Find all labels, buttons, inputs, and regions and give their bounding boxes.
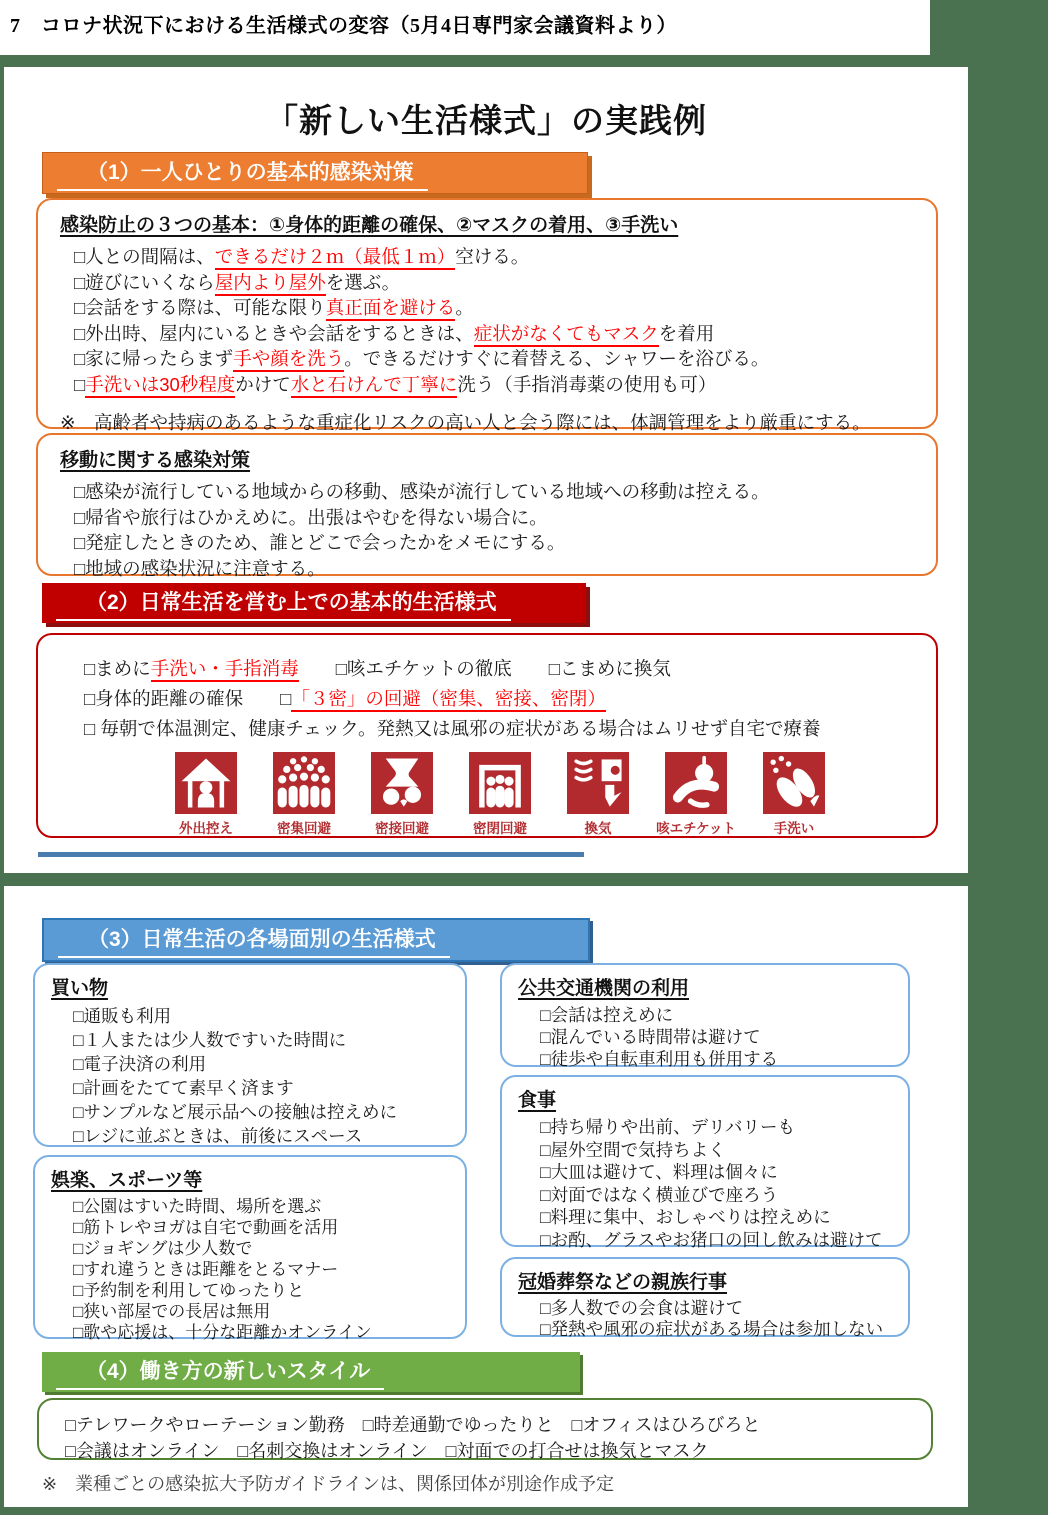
highlighted-text: 「３密」の回避（密集、密接、密閉） <box>291 688 606 712</box>
text-segment: □狭い部屋での長居は無用 <box>73 1302 271 1321</box>
text-segment: □人との間隔は、 <box>74 246 215 267</box>
checklist-item <box>73 1322 451 1343</box>
basics-checklist <box>60 244 916 397</box>
text-segment: □歌や応援は、十分な距離かオンライン <box>73 1323 372 1342</box>
section-2-label: （2）日常生活を営む上での基本的生活様式 <box>56 586 511 621</box>
highlighted-text: 真正面を避ける <box>326 297 456 321</box>
main-title: 「新しい生活様式」の実践例 <box>265 102 707 139</box>
pictogram-label: 咳エチケット <box>656 821 736 836</box>
checklist-item <box>74 530 916 556</box>
checklist-item <box>74 556 916 582</box>
basic-infection-measures-box <box>36 198 938 433</box>
text-segment: □地域の感染状況に注意する。 <box>74 557 326 579</box>
daily-lifestyle-box <box>36 633 938 838</box>
section-4-label: （4）働き方の新しいスタイル <box>56 1355 384 1390</box>
checklist-item <box>73 1100 451 1124</box>
section-4-header <box>42 1352 580 1392</box>
avoid-close-contact-pictogram <box>367 752 437 837</box>
hand-washing-pictogram <box>759 752 829 837</box>
pictogram-label: 密閉回避 <box>473 821 527 836</box>
text-segment: □料理に集中、おしゃべりは控えめに <box>540 1207 831 1227</box>
text-segment: □計画をたてて素早く済ます <box>73 1078 294 1098</box>
checklist-item <box>73 1076 451 1100</box>
text-segment: かけて <box>235 373 291 395</box>
text-segment: □遊びにいくなら <box>74 271 215 293</box>
pictogram-label: 手洗い <box>773 821 815 836</box>
checklist-item <box>74 372 916 398</box>
checklist-item <box>540 1116 894 1139</box>
travel-measures-box <box>36 433 938 579</box>
checklist-item <box>84 684 916 714</box>
text-segment: □テレワークやローテーション勤務 □時差通勤でゆったりと □オフィスはひろびろと <box>65 1415 761 1435</box>
basics-heading: 感染防止の３つの基本：①身体的距離の確保、②マスクの着用、③手洗い <box>60 215 679 236</box>
checklist-item <box>540 1048 894 1070</box>
checklist-item <box>74 479 916 505</box>
checklist-item <box>540 1026 894 1048</box>
checklist-item <box>540 1184 894 1207</box>
text-segment: □咳エチケットの徹底 □こまめに換気 <box>298 658 671 679</box>
text-segment: □会話は控えめに <box>540 1005 674 1025</box>
decorative-blue-bar <box>38 852 584 857</box>
stay-home-pictogram <box>171 752 241 837</box>
family-events-checklist <box>518 1298 894 1340</box>
pictogram-row <box>84 752 916 837</box>
cough-etiquette-icon <box>665 752 727 814</box>
avoid-closed-spaces-pictogram <box>465 752 535 837</box>
text-segment: □会話をする際は、可能な限り <box>74 297 326 318</box>
ventilation-icon <box>567 752 629 814</box>
text-segment: □ 毎朝で体温測定、健康チェック。発熱又は風邪の症状がある場合はムリせず自宅で療養 <box>84 718 821 739</box>
transport-heading: 公共交通機関の利用 <box>518 978 690 999</box>
avoid-crowds-icon <box>273 752 335 814</box>
checklist-item <box>540 1161 894 1184</box>
text-segment: □徒歩や自転車利用も併用する <box>540 1049 779 1069</box>
text-segment: □会議はオンライン □名刺交換はオンライン □対面での打合せは換気とマスク <box>65 1441 709 1461</box>
text-segment: □通販も利用 <box>73 1006 172 1026</box>
checklist-item <box>74 505 916 531</box>
text-segment: □持ち帰りや出前、デリバリーも <box>540 1117 796 1137</box>
text-segment: を着用 <box>658 322 715 344</box>
travel-heading: 移動に関する感染対策 <box>60 450 251 471</box>
slide-page-1 <box>4 67 968 873</box>
text-segment: □レジに並ぶときは、前後にスペース <box>73 1126 363 1146</box>
text-segment: □発熱や風邪の症状がある場合は参加しない <box>540 1319 884 1339</box>
text-segment: □まめに <box>84 658 151 679</box>
text-segment: □多人数での会食は避けて <box>540 1298 744 1318</box>
checklist-item <box>65 1438 915 1464</box>
text-segment: □発症したときのため、誰とどこで会ったかをメモにする。 <box>74 532 566 553</box>
text-segment: □大皿は避けて、料理は個々に <box>540 1162 778 1182</box>
meals-checklist <box>518 1116 894 1251</box>
text-segment: □屋外空間で気持ちよく <box>540 1139 726 1160</box>
basics-note: ※ 高齢者や持病のあるような重症化リスクの高い人と会う際には、体調管理をより厳重にする。 <box>60 412 871 433</box>
section-1-label: （1）一人ひとりの基本的感染対策 <box>57 156 428 191</box>
shopping-heading: 買い物 <box>51 978 109 999</box>
checklist-item <box>73 1004 451 1028</box>
text-segment: 洗う（手指消毒薬の使用も可） <box>457 373 717 395</box>
text-segment: 。 <box>455 297 474 318</box>
text-segment: □ <box>74 373 86 395</box>
checklist-item <box>73 1259 451 1280</box>
family-events-box <box>500 1257 910 1337</box>
checklist-item <box>74 270 916 296</box>
checklist-item <box>65 1412 915 1438</box>
text-segment: □すれ違うときは距離をとるマナー <box>73 1260 339 1279</box>
page-header-strip <box>0 0 930 55</box>
checklist-item <box>540 1298 894 1319</box>
section-1-header <box>42 152 588 194</box>
text-segment: □帰省や旅行はひかえめに。出張はやむを得ない場合に。 <box>74 506 548 528</box>
highlighted-text: できるだけ２ｍ（最低１ｍ） <box>215 246 456 270</box>
highlighted-text: 手洗いは30秒程度 <box>85 374 235 398</box>
public-transport-box <box>500 963 910 1067</box>
meals-box <box>500 1075 910 1250</box>
text-segment: □感染が流行している地域からの移動、感染が流行している地域への移動は控える。 <box>74 481 770 502</box>
text-segment: □サンプルなど展示品への接触は控えめに <box>73 1102 397 1122</box>
entertainment-heading: 娯楽、スポーツ等 <box>51 1170 203 1191</box>
checklist-item <box>74 244 916 270</box>
text-segment: □公園はすいた時間、場所を選ぶ <box>73 1197 322 1216</box>
slide-page-2 <box>4 886 968 1507</box>
checklist-item <box>540 1139 894 1162</box>
pictogram-label: 密接回避 <box>375 821 429 836</box>
text-segment: □電子決済の利用 <box>73 1054 207 1074</box>
checklist-item <box>540 1206 894 1229</box>
hand-washing-icon <box>763 752 825 814</box>
text-segment: □外出時、屋内にいるときや会話をするときは、 <box>74 322 474 344</box>
meals-heading: 食事 <box>518 1090 557 1111</box>
travel-checklist <box>60 479 916 581</box>
text-segment: □混んでいる時間帯は避けて <box>540 1027 761 1047</box>
highlighted-text: 屋内より屋外 <box>215 272 326 296</box>
text-segment: □身体的距離の確保 □ <box>84 688 292 709</box>
text-segment: □予約制を利用してゆったりと <box>73 1281 305 1300</box>
checklist-item <box>73 1028 451 1052</box>
checklist-item <box>84 654 916 684</box>
checklist-item <box>74 346 916 372</box>
checklist-item <box>540 1004 894 1026</box>
cough-etiquette-pictogram <box>656 752 736 837</box>
checklist-item <box>73 1217 451 1238</box>
daily-checklist <box>84 654 916 744</box>
footer-note: ※ 業種ごとの感染拡大予防ガイドラインは、関係団体が別途作成予定 <box>42 1474 614 1494</box>
checklist-item <box>74 321 916 347</box>
highlighted-text: 手や顔を洗う <box>233 348 344 372</box>
entertainment-checklist <box>51 1196 451 1343</box>
entertainment-sports-box <box>33 1155 467 1342</box>
highlighted-text: 症状がなくてもマスク <box>474 323 659 347</box>
ventilation-pictogram <box>563 752 633 837</box>
avoid-crowds-pictogram <box>269 752 339 837</box>
page-title: 7 コロナ状況下における生活様式の変容（5月4日専門家会議資料より） <box>10 15 677 37</box>
checklist-item <box>84 714 916 744</box>
avoid-close-contact-icon <box>371 752 433 814</box>
section-2-header <box>42 583 586 623</box>
text-segment: □家に帰ったらまず <box>74 348 234 369</box>
shopping-box <box>33 963 467 1147</box>
checklist-item <box>73 1052 451 1076</box>
text-segment: □１人または少人数ですいた時間に <box>73 1030 347 1050</box>
text-segment: 空ける。 <box>455 246 530 267</box>
highlighted-text: 水と石けんで丁寧に <box>291 374 458 398</box>
checklist-item <box>73 1124 451 1148</box>
text-segment: 。できるだけすぐに着替える、シャワーを浴びる。 <box>344 348 770 369</box>
text-segment: を選ぶ。 <box>325 271 401 293</box>
shopping-checklist <box>51 1004 451 1148</box>
stay-home-icon <box>175 752 237 814</box>
checklist-item <box>73 1301 451 1322</box>
checklist-item <box>540 1229 894 1252</box>
work-style-box <box>37 1398 933 1460</box>
section-3-label: （3）日常生活の各場面別の生活様式 <box>58 923 450 958</box>
checklist-item <box>73 1280 451 1301</box>
work-style-checklist <box>65 1412 915 1464</box>
checklist-item <box>73 1196 451 1217</box>
highlighted-text: 手洗い・手指消毒 <box>151 658 299 682</box>
transport-checklist <box>518 1004 894 1070</box>
text-segment: □お酌、グラスやお猪口の回し飲みは避けて <box>540 1229 883 1250</box>
checklist-item <box>540 1319 894 1340</box>
checklist-item <box>73 1238 451 1259</box>
pictogram-label: 密集回避 <box>277 821 331 836</box>
pictogram-label: 換気 <box>584 821 612 836</box>
checklist-item <box>74 295 916 321</box>
pictogram-label: 外出控え <box>179 821 233 836</box>
text-segment: □筋トレやヨガは自宅で動画を活用 <box>73 1218 339 1237</box>
avoid-closed-spaces-icon <box>469 752 531 814</box>
text-segment: □対面ではなく横並びで座ろう <box>540 1184 779 1205</box>
family-events-heading: 冠婚葬祭などの親族行事 <box>518 1272 728 1293</box>
section-3-header <box>42 918 590 962</box>
text-segment: □ジョギングは少人数で <box>73 1239 253 1258</box>
